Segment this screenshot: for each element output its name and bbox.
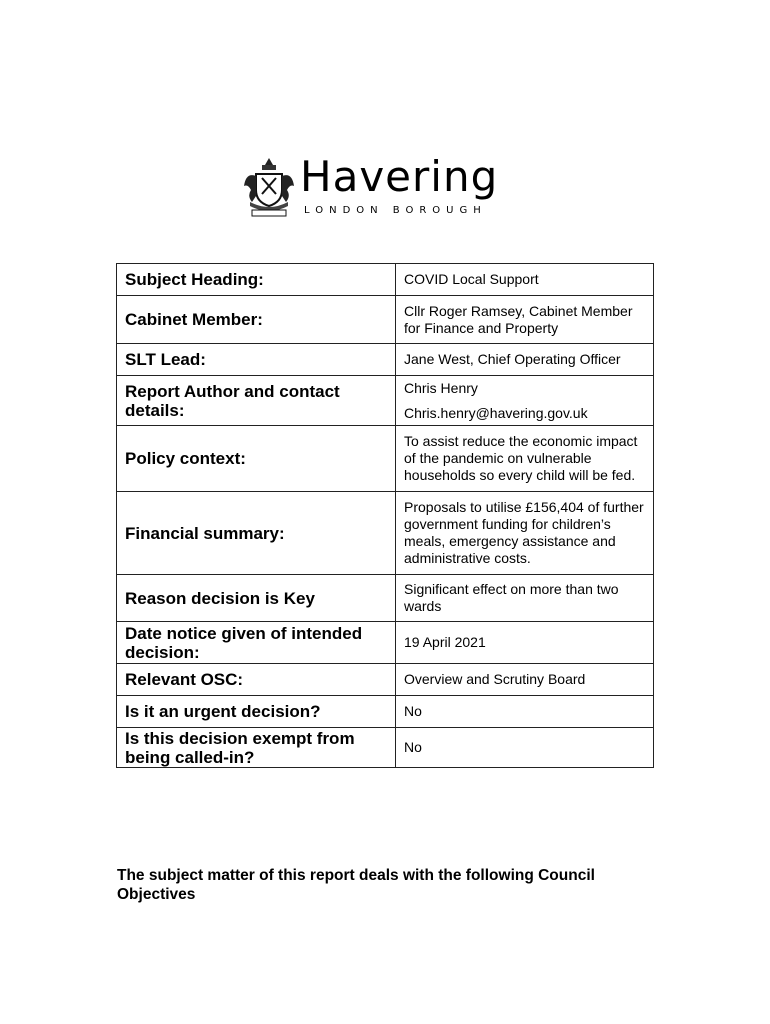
row-label: Relevant OSC: — [117, 664, 396, 696]
row-label: Reason decision is Key — [117, 575, 396, 622]
row-label: Report Author and contact details: — [117, 376, 396, 426]
author-name: Chris Henry — [404, 379, 478, 396]
row-value: Jane West, Chief Operating Officer — [396, 344, 654, 376]
row-label: Subject Heading: — [117, 264, 396, 296]
row-label: Financial summary: — [117, 492, 396, 575]
table-row — [117, 344, 654, 376]
decision-summary-table — [116, 263, 654, 768]
havering-logo — [240, 150, 540, 220]
row-label: SLT Lead: — [117, 344, 396, 376]
row-value: Cllr Roger Ramsey, Cabinet Member for Finance and Property — [396, 296, 654, 344]
coat-of-arms-icon — [242, 156, 296, 218]
row-label: Cabinet Member: — [117, 296, 396, 344]
row-value: To assist reduce the economic impact of the pandemic on vulnerable households so every child will be fed. — [396, 426, 654, 492]
table-row — [117, 664, 654, 696]
table-row — [117, 492, 654, 575]
council-objectives-intro: The subject matter of this report deals with the following Council Objectives — [117, 867, 595, 903]
row-value-contact — [396, 376, 654, 426]
council-tagline: LONDON BOROUGH — [304, 205, 487, 216]
row-label: Date notice given of intended decision: — [117, 622, 396, 664]
row-value: COVID Local Support — [396, 264, 654, 296]
table-row — [117, 264, 654, 296]
row-value: 19 April 2021 — [396, 622, 654, 664]
row-value: No — [396, 728, 654, 768]
table-row — [117, 575, 654, 622]
row-value: Overview and Scrutiny Board — [396, 664, 654, 696]
row-value: Proposals to utilise £156,404 of further government funding for children’s meals, emergency assistance and administrative costs. — [396, 492, 654, 575]
author-email-link[interactable]: Chris.henry@havering.gov.uk — [404, 404, 588, 421]
table-row — [117, 296, 654, 344]
row-label: Policy context: — [117, 426, 396, 492]
council-name: Havering — [300, 152, 499, 201]
row-value: Significant effect on more than two wards — [396, 575, 654, 622]
table-row — [117, 426, 654, 492]
row-label: Is it an urgent decision? — [117, 696, 396, 728]
row-value: No — [396, 696, 654, 728]
table-row — [117, 696, 654, 728]
table-row — [117, 376, 654, 426]
row-label: Is this decision exempt from being called-in? — [117, 728, 396, 768]
table-row — [117, 728, 654, 768]
table-row — [117, 622, 654, 664]
